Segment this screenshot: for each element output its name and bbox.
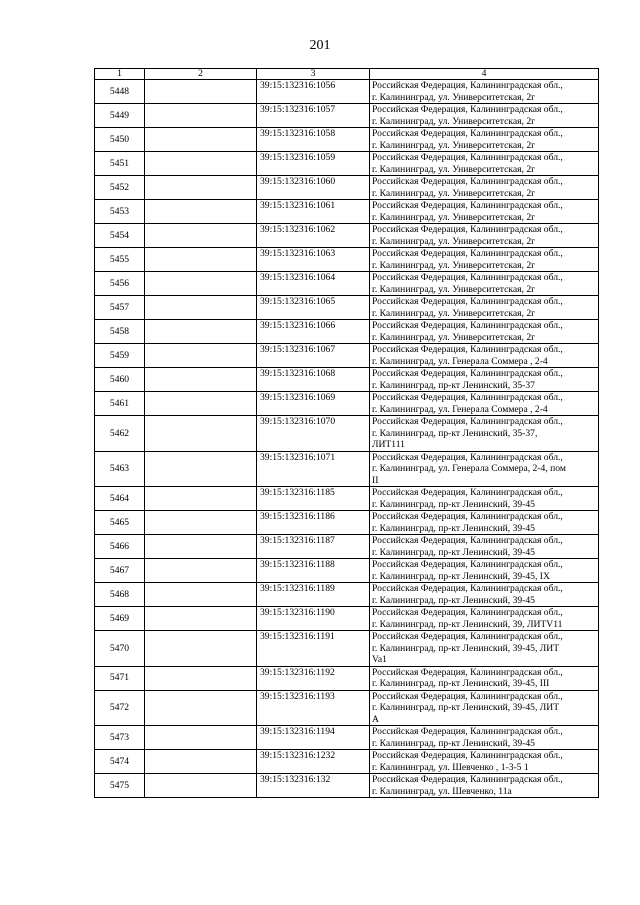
- table-row: [95, 416, 599, 452]
- cadastral-number: 39:15:132316:1070: [257, 416, 370, 452]
- address-cell: [370, 690, 599, 726]
- address-cell: [370, 104, 599, 128]
- row-col2: [145, 511, 257, 535]
- row-number: 5450: [95, 128, 145, 152]
- cadastral-number: 39:15:132316:1061: [257, 200, 370, 224]
- address-line: г. Калининград, ул. Генерала Соммера , 2-4: [372, 355, 548, 367]
- table-row: [95, 690, 599, 726]
- cadastral-number: 39:15:132316:1064: [257, 272, 370, 296]
- column-header: 2: [145, 69, 257, 80]
- address-line: Российская Федерация, Калининградская обл.,: [372, 176, 563, 187]
- address-cell: [370, 200, 599, 224]
- row-number: 5472: [95, 690, 145, 726]
- address-cell: [370, 272, 599, 296]
- cadastral-number: 39:15:132316:1185: [257, 487, 370, 511]
- row-col2: [145, 583, 257, 607]
- address-cell: [370, 750, 599, 774]
- address-line: г. Калининград, ул. Университетская, 2г: [372, 115, 536, 127]
- row-col2: [145, 774, 257, 798]
- column-header: 1: [95, 69, 145, 80]
- table-row: [95, 368, 599, 392]
- cadastral-number: 39:15:132316:1232: [257, 750, 370, 774]
- row-number: 5454: [95, 224, 145, 248]
- address-cell: [370, 511, 599, 535]
- address-line: Российская Федерация, Калининградская обл.,: [372, 128, 563, 139]
- address-line: Российская Федерация, Калининградская обл.,: [372, 750, 563, 761]
- row-col2: [145, 272, 257, 296]
- address-line: Российская Федерация, Калининградская обл.,: [372, 583, 563, 594]
- row-col2: [145, 666, 257, 690]
- cadastral-number: 39:15:132316:1188: [257, 559, 370, 583]
- table-row: [95, 200, 599, 224]
- address-line: Российская Федерация, Калининградская обл.,: [372, 535, 563, 546]
- address-cell: [370, 451, 599, 487]
- row-number: 5451: [95, 152, 145, 176]
- row-col2: [145, 176, 257, 200]
- table-row: [95, 511, 599, 535]
- address-line: г. Калининград, ул. Университетская, 2г: [372, 283, 536, 295]
- row-number: 5459: [95, 344, 145, 368]
- row-col2: [145, 152, 257, 176]
- cadastral-number: 39:15:132316:1068: [257, 368, 370, 392]
- address-line: Российская Федерация, Калининградская обл.,: [372, 368, 563, 379]
- address-line: г. Калининград, ул. Университетская, 2г: [372, 211, 536, 223]
- row-number: 5452: [95, 176, 145, 200]
- table-row: [95, 774, 599, 798]
- row-col2: [145, 344, 257, 368]
- address-cell: [370, 392, 599, 416]
- address-line: г. Калининград, ул. Университетская, 2г: [372, 163, 536, 175]
- table-row: [95, 607, 599, 631]
- row-col2: [145, 320, 257, 344]
- address-line: г. Калининград, ул. Генерала Соммера, 2-4, пом: [372, 463, 566, 474]
- address-line: г. Калининград, пр-кт Ленинский, 39, ЛИТV11: [372, 618, 563, 630]
- row-number: 5461: [95, 392, 145, 416]
- address-line: г. Калининград, ул. Шевченко , 1-3-5 1: [372, 761, 529, 773]
- address-cell: [370, 535, 599, 559]
- cadastral-number: 39:15:132316:1187: [257, 535, 370, 559]
- address-cell: [370, 774, 599, 798]
- address-line: г. Калининград, пр-кт Ленинский, 39-45, IX: [372, 570, 550, 582]
- row-number: 5468: [95, 583, 145, 607]
- table-row: [95, 104, 599, 128]
- address-line: Российская Федерация, Калининградская обл.,: [372, 152, 563, 163]
- address-cell: [370, 152, 599, 176]
- address-line: Российская Федерация, Калининградская обл.,: [372, 224, 563, 235]
- address-line: Российская Федерация, Калининградская обл.,: [372, 690, 563, 702]
- cadastral-number: 39:15:132316:1194: [257, 726, 370, 750]
- row-number: 5473: [95, 726, 145, 750]
- table-row: [95, 392, 599, 416]
- address-line: г. Калининград, ул. Шевченко, 11а: [372, 785, 512, 797]
- row-col2: [145, 690, 257, 726]
- row-col2: [145, 128, 257, 152]
- table-row: [95, 535, 599, 559]
- address-cell: [370, 631, 599, 667]
- address-line: г. Калининград, пр-кт Ленинский, 39-45: [372, 546, 535, 558]
- table-header-row: [95, 69, 599, 80]
- row-number: 5455: [95, 248, 145, 272]
- row-number: 5463: [95, 451, 145, 487]
- address-line: Российская Федерация, Калининградская обл.,: [372, 451, 563, 463]
- cadastral-number: 39:15:132316:1058: [257, 128, 370, 152]
- address-line: Российская Федерация, Калининградская обл.,: [372, 200, 563, 211]
- cadastral-number: 39:15:132316:1067: [257, 344, 370, 368]
- address-line: Российская Федерация, Калининградская обл.,: [372, 511, 563, 522]
- address-cell: [370, 583, 599, 607]
- row-number: 5453: [95, 200, 145, 224]
- table-row: [95, 272, 599, 296]
- table-row: [95, 451, 599, 487]
- address-cell: [370, 224, 599, 248]
- row-col2: [145, 416, 257, 452]
- column-header: 3: [257, 69, 370, 80]
- cadastral-number: 39:15:132316:1059: [257, 152, 370, 176]
- address-line: г. Калининград, пр-кт Ленинский, 35-37,: [372, 427, 538, 439]
- address-line: II: [372, 474, 379, 486]
- row-number: 5464: [95, 487, 145, 511]
- cadastral-number: 39:15:132316:1065: [257, 296, 370, 320]
- row-col2: [145, 224, 257, 248]
- address-line: г. Калининград, пр-кт Ленинский, 39-45: [372, 737, 535, 749]
- table-row: [95, 631, 599, 667]
- table-row: [95, 176, 599, 200]
- row-number: 5474: [95, 750, 145, 774]
- row-number: 5466: [95, 535, 145, 559]
- row-number: 5470: [95, 631, 145, 667]
- table-row: [95, 666, 599, 690]
- row-number: 5467: [95, 559, 145, 583]
- page-number: 201: [309, 38, 331, 53]
- table-row: [95, 583, 599, 607]
- table-row: [95, 320, 599, 344]
- cadastral-number: 39:15:132316:1056: [257, 80, 370, 104]
- address-cell: [370, 296, 599, 320]
- cadastral-table: [94, 68, 599, 798]
- cadastral-number: 39:15:132316:1063: [257, 248, 370, 272]
- table-row: [95, 296, 599, 320]
- cadastral-number: 39:15:132316:1189: [257, 583, 370, 607]
- row-number: 5469: [95, 607, 145, 631]
- address-line: Российская Федерация, Калининградская обл.,: [372, 631, 563, 642]
- address-cell: [370, 666, 599, 690]
- address-cell: [370, 487, 599, 511]
- table-row: [95, 559, 599, 583]
- address-line: г. Калининград, пр-кт Ленинский, 35-37: [372, 379, 535, 391]
- cadastral-number: 39:15:132316:1066: [257, 320, 370, 344]
- address-line: Российская Федерация, Калининградская обл.,: [372, 272, 563, 283]
- table-row: [95, 726, 599, 750]
- address-line: Российская Федерация, Калининградская обл.,: [372, 666, 563, 678]
- address-line: Российская Федерация, Калининградская обл.,: [372, 344, 563, 355]
- table-row: [95, 224, 599, 248]
- address-cell: [370, 416, 599, 452]
- address-cell: [370, 607, 599, 631]
- address-line: Российская Федерация, Калининградская обл.,: [372, 607, 563, 618]
- address-line: г. Калининград, ул. Университетская, 2г: [372, 331, 536, 343]
- address-line: Российская Федерация, Калининградская обл.,: [372, 248, 563, 259]
- row-number: 5471: [95, 666, 145, 690]
- row-col2: [145, 296, 257, 320]
- address-cell: [370, 248, 599, 272]
- cadastral-number: 39:15:132316:1062: [257, 224, 370, 248]
- row-number: 5462: [95, 416, 145, 452]
- address-line: г. Калининград, пр-кт Ленинский, 39-45: [372, 522, 535, 534]
- cadastral-number: 39:15:132316:1057: [257, 104, 370, 128]
- row-col2: [145, 451, 257, 487]
- row-col2: [145, 200, 257, 224]
- address-line: Российская Федерация, Калининградская обл.,: [372, 487, 563, 498]
- cadastral-number: 39:15:132316:1191: [257, 631, 370, 667]
- table-row: [95, 128, 599, 152]
- row-col2: [145, 631, 257, 667]
- column-header: 4: [370, 69, 599, 80]
- row-col2: [145, 726, 257, 750]
- row-number: 5475: [95, 774, 145, 798]
- address-cell: [370, 368, 599, 392]
- address-line: г. Калининград, пр-кт Ленинский, 39-45: [372, 498, 535, 510]
- address-line: г. Калининград, ул. Университетская, 2г: [372, 139, 536, 151]
- address-cell: [370, 726, 599, 750]
- address-cell: [370, 559, 599, 583]
- address-line: г. Калининград, пр-кт Ленинский, 39-45: [372, 594, 535, 606]
- address-line: Российская Федерация, Калининградская обл.,: [372, 559, 563, 570]
- address-cell: [370, 128, 599, 152]
- cadastral-number: 39:15:132316:1071: [257, 451, 370, 487]
- table-row: [95, 248, 599, 272]
- cadastral-number: 39:15:132316:132: [257, 774, 370, 798]
- address-line: г. Калининград, пр-кт Ленинский, 39-45, ЛИТ: [372, 702, 560, 713]
- address-line: Российская Федерация, Калининградская обл.,: [372, 774, 563, 785]
- address-line: Va1: [372, 654, 387, 665]
- address-line: г. Калининград, ул. Университетская, 2г: [372, 187, 536, 199]
- address-line: А: [372, 713, 379, 725]
- address-cell: [370, 320, 599, 344]
- row-col2: [145, 80, 257, 104]
- table-row: [95, 750, 599, 774]
- address-cell: [370, 80, 599, 104]
- row-col2: [145, 559, 257, 583]
- table-row: [95, 344, 599, 368]
- table-row: [95, 487, 599, 511]
- row-number: 5458: [95, 320, 145, 344]
- address-line: Российская Федерация, Калининградская обл.,: [372, 320, 563, 331]
- address-line: г. Калининград, ул. Университетская, 2г: [372, 91, 536, 103]
- row-col2: [145, 392, 257, 416]
- cadastral-number: 39:15:132316:1069: [257, 392, 370, 416]
- table-row: [95, 80, 599, 104]
- row-number: 5457: [95, 296, 145, 320]
- address-line: г. Калининград, пр-кт Ленинский, 39-45, ЛИТ: [372, 642, 560, 654]
- address-line: г. Калининград, пр-кт Ленинский, 39-45, III: [372, 678, 550, 689]
- address-cell: [370, 176, 599, 200]
- address-line: Российская Федерация, Калининградская обл.,: [372, 392, 563, 403]
- row-number: 5460: [95, 368, 145, 392]
- address-cell: [370, 344, 599, 368]
- address-line: Российская Федерация, Калининградская обл.,: [372, 726, 563, 737]
- address-line: Российская Федерация, Калининградская обл.,: [372, 80, 563, 91]
- address-line: г. Калининград, ул. Университетская, 2г: [372, 259, 536, 271]
- cadastral-number: 39:15:132316:1186: [257, 511, 370, 535]
- address-line: г. Калининград, ул. Университетская, 2г: [372, 235, 536, 247]
- row-col2: [145, 607, 257, 631]
- row-number: 5449: [95, 104, 145, 128]
- address-line: Российская Федерация, Калининградская обл.,: [372, 416, 563, 427]
- row-col2: [145, 104, 257, 128]
- row-number: 5465: [95, 511, 145, 535]
- cadastral-number: 39:15:132316:1192: [257, 666, 370, 690]
- address-line: ЛИТ111: [372, 439, 405, 450]
- row-col2: [145, 487, 257, 511]
- table-row: [95, 152, 599, 176]
- cadastral-number: 39:15:132316:1190: [257, 607, 370, 631]
- row-col2: [145, 750, 257, 774]
- row-number: 5448: [95, 80, 145, 104]
- address-line: г. Калининград, ул. Генерала Соммера , 2-4: [372, 403, 548, 415]
- row-col2: [145, 535, 257, 559]
- address-line: г. Калининград, ул. Университетская, 2г: [372, 307, 536, 319]
- row-col2: [145, 368, 257, 392]
- row-number: 5456: [95, 272, 145, 296]
- cadastral-number: 39:15:132316:1193: [257, 690, 370, 726]
- cadastral-number: 39:15:132316:1060: [257, 176, 370, 200]
- address-line: Российская Федерация, Калининградская обл.,: [372, 104, 563, 115]
- address-line: Российская Федерация, Калининградская обл.,: [372, 296, 563, 307]
- row-col2: [145, 248, 257, 272]
